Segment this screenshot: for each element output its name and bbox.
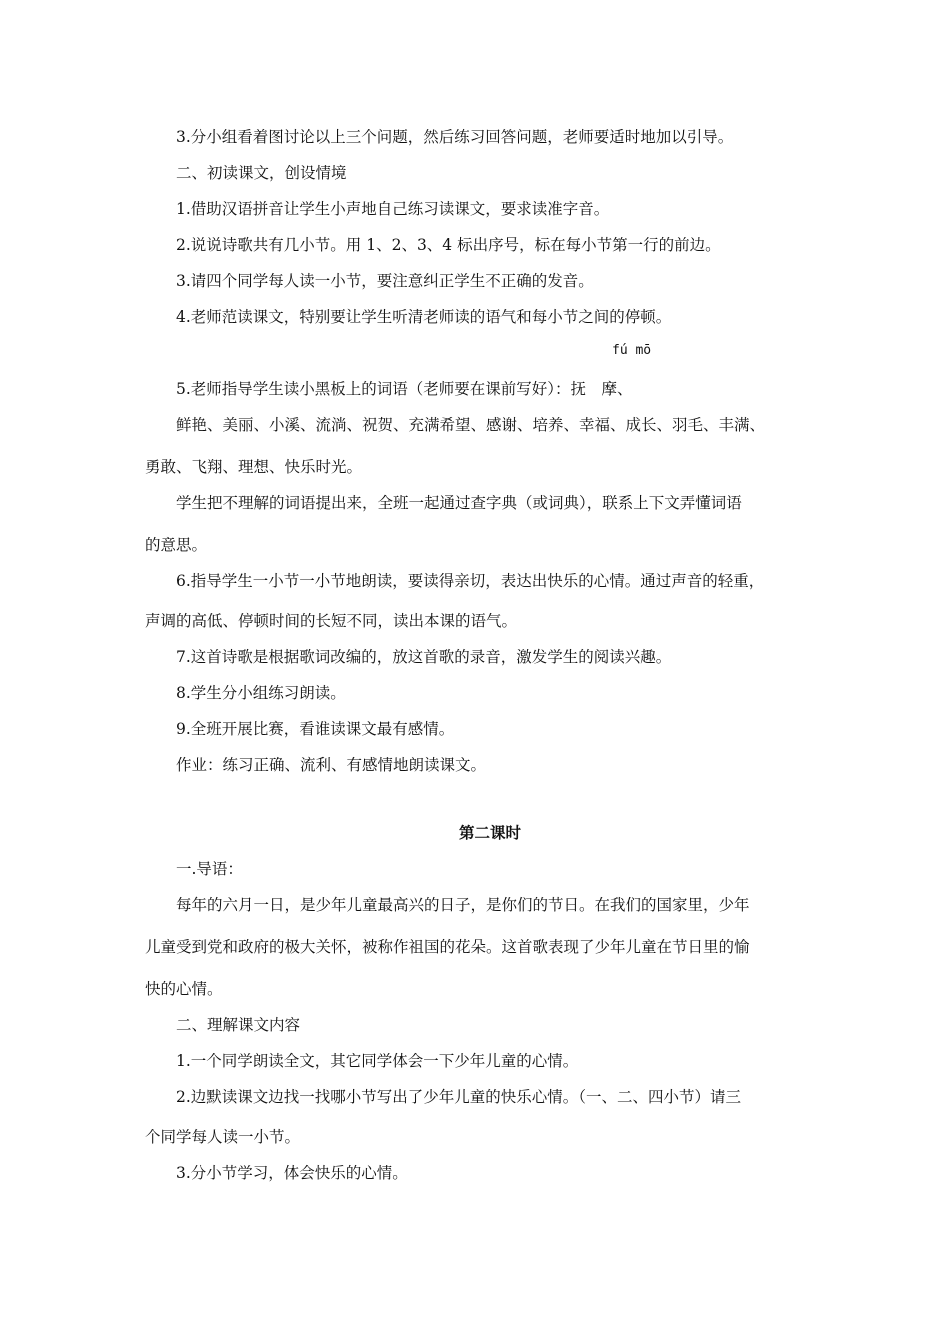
paragraph-vocab-line2: 的意思。 (145, 536, 208, 554)
paragraph-step-2: 2.说说诗歌共有几小节。用 1、2、3、4 标出序号，标在每小节第一行的前边。 (176, 236, 721, 254)
paragraph-step-8: 8.学生分小组练习朗读。 (176, 684, 346, 702)
pinyin-annotation: fú mō (612, 343, 652, 358)
paragraph-step-9: 9.全班开展比赛，看谁读课文最有感情。 (176, 720, 455, 738)
paragraph-step-5-line2: 鲜艳、美丽、小溪、流淌、祝贺、充满希望、感谢、培养、幸福、成长、羽毛、丰满、 (176, 416, 766, 434)
paragraph-understand-3: 3.分小节学习，体会快乐的心情。 (176, 1164, 408, 1182)
paragraph-intro-line3: 快的心情。 (145, 980, 223, 998)
paragraph-step-6-line1: 6.指导学生一小节一小节地朗读，要读得亲切，表达出快乐的心情。通过声音的轻重， (176, 572, 765, 590)
paragraph-step-4: 4.老师范读课文，特别要让学生听清老师读的语气和每小节之间的停顿。 (176, 308, 672, 326)
section-heading-initial-reading: 二、初读课文，创设情境 (176, 164, 347, 182)
paragraph-step-1: 1.借助汉语拼音让学生小声地自己练习读课文，要求读准字音。 (176, 200, 610, 218)
paragraph-step-7: 7.这首诗歌是根据歌词改编的，放这首歌的录音，激发学生的阅读兴趣。 (176, 648, 672, 666)
paragraph-step-5-line3: 勇敢、飞翔、理想、快乐时光。 (145, 458, 363, 476)
paragraph-step-3b: 3.请四个同学每人读一小节，要注意纠正学生不正确的发音。 (176, 272, 594, 290)
paragraph-understand-1: 1.一个同学朗读全文，其它同学体会一下少年儿童的心情。 (176, 1052, 579, 1070)
paragraph-intro-line2: 儿童受到党和政府的极大关怀，被称作祖国的花朵。这首歌表现了少年儿童在节日里的愉 (145, 938, 750, 956)
paragraph-step-6-line2: 声调的高低、停顿时间的长短不同，读出本课的语气。 (145, 612, 518, 630)
lesson-title: 第二课时 (458, 823, 521, 842)
paragraph-vocab-line1: 学生把不理解的词语提出来，全班一起通过查字典（或词典），联系上下文弄懂词语 (176, 494, 742, 512)
section-heading-understanding: 二、理解课文内容 (176, 1016, 301, 1034)
paragraph-homework: 作业：练习正确、流利、有感情地朗读课文。 (176, 756, 487, 774)
paragraph-intro-line1: 每年的六月一日，是少年儿童最高兴的日子，是你们的节日。在我们的国家里，少年 (176, 896, 750, 914)
section-heading-intro: 一.导语： (176, 860, 243, 878)
paragraph-step-5-line1: 5.老师指导学生读小黑板上的词语（老师要在课前写好）：抚 摩、 (176, 380, 633, 398)
paragraph-understand-2-line1: 2.边默读课文边找一找哪小节写出了少年儿童的快乐心情。（一、二、四小节）请三 (176, 1088, 742, 1106)
paragraph-understand-2-line2: 个同学每人读一小节。 (145, 1128, 301, 1146)
paragraph-step-3: 3.分小组看着图讨论以上三个问题，然后练习回答问题，老师要适时地加以引导。 (176, 128, 734, 146)
